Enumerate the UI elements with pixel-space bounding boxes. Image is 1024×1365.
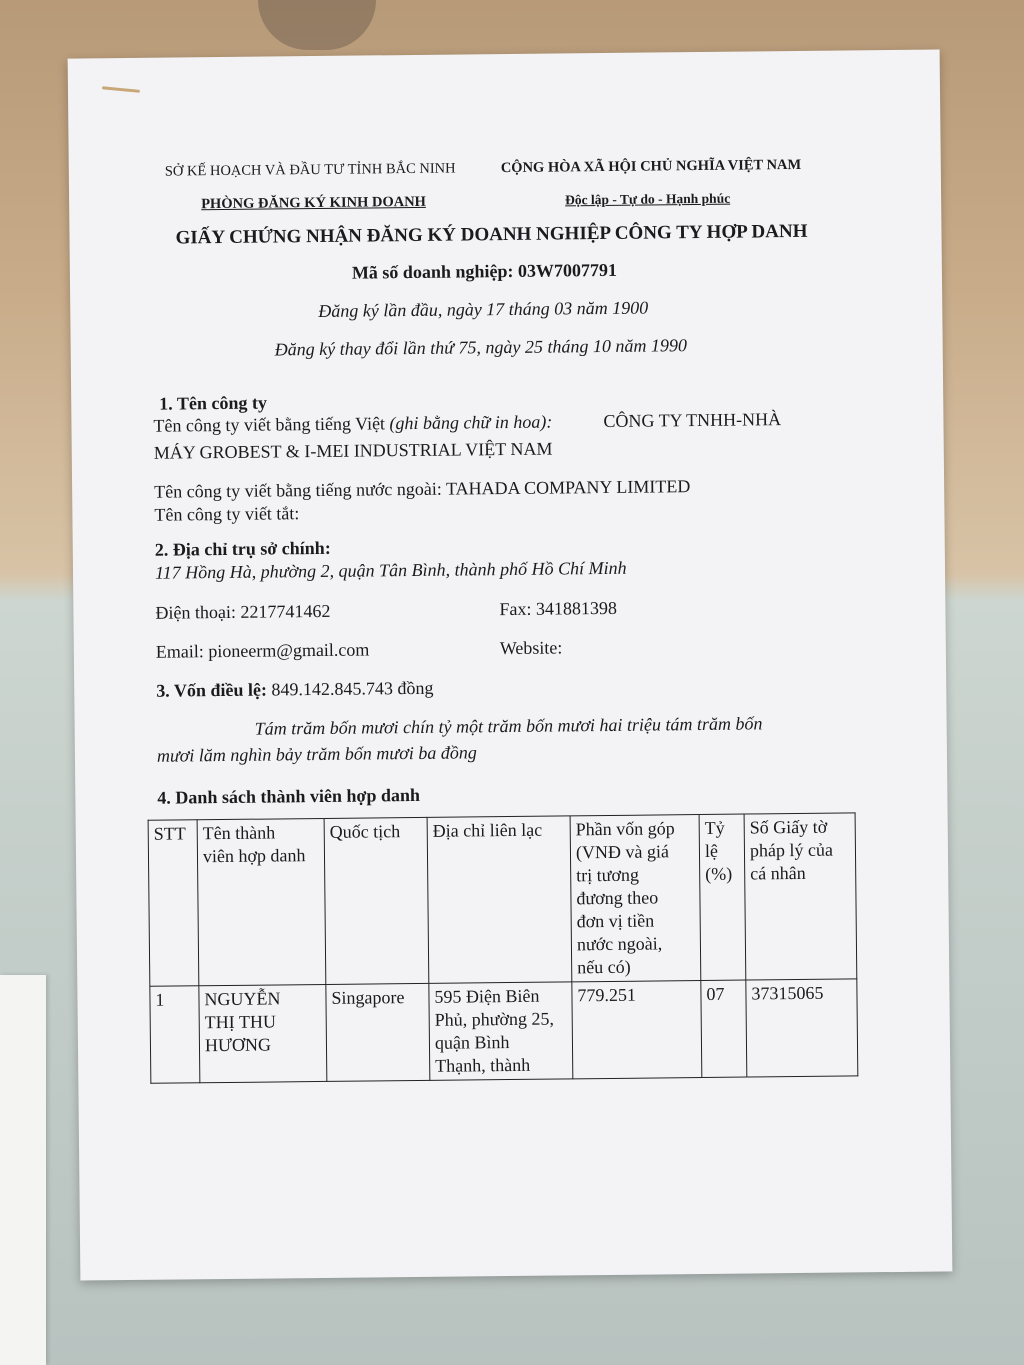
column-header-address	[427, 816, 572, 983]
charter-capital-line	[156, 678, 433, 702]
background-paper-edge	[0, 975, 46, 1365]
header-line: nước ngoài,	[576, 933, 663, 955]
capital-in-words-line2: mươi lăm nghìn bảy trăm bốn mươi ba đồng	[156, 742, 477, 766]
foreign-name-line	[154, 476, 690, 503]
first-registration: Đăng ký lần đầu, ngày 17 tháng 03 năm 1900	[318, 297, 649, 321]
phone-line	[155, 601, 330, 624]
header-line: trị tương	[576, 864, 640, 886]
header-line: cá nhân	[750, 862, 806, 884]
email-label: Email:	[155, 641, 204, 662]
cell-nationality: Singapore	[326, 983, 430, 1081]
email-line	[156, 639, 370, 662]
header-line: đương theo	[576, 887, 659, 909]
cell-stt: 1	[150, 986, 200, 1084]
cell-name	[199, 984, 327, 1082]
charter-capital-value: 849.142.845.743 đồng	[271, 677, 434, 700]
column-header-id	[744, 813, 857, 980]
cell-line: 595 Điện Biên	[434, 985, 540, 1007]
header-line: Địa chỉ liên lạc	[432, 819, 543, 841]
background-glass	[258, 0, 376, 50]
section3-heading: 3. Vốn điều lệ:	[156, 679, 268, 701]
foreign-name-label: Tên công ty viết bằng tiếng nước ngoài:	[154, 478, 442, 502]
fax-value: 341881398	[535, 597, 618, 619]
header-line: Quốc tịch	[329, 821, 401, 842]
header-line: lệ	[704, 840, 719, 861]
cell-line: NGUYỄN	[204, 988, 281, 1010]
vn-name-note: (ghi bằng chữ in hoa):	[389, 411, 553, 434]
members-table	[148, 812, 859, 1083]
header-line: Tên thành	[202, 822, 276, 844]
section2-heading: 2. Địa chỉ trụ sở chính:	[154, 537, 331, 560]
column-header-stt	[148, 820, 199, 987]
document-title: GIẤY CHỨNG NHẬN ĐĂNG KÝ DOANH NGHIỆP CÔNG TY HỢP DANH	[175, 220, 808, 249]
cell-line: Phủ, phường 25,	[434, 1008, 555, 1030]
capital-in-words-line1: Tám trăm bốn mươi chín tỷ một trăm bốn mươi hai triệu tám trăm bốn	[254, 713, 763, 739]
foreign-name-value: TAHADA COMPANY LIMITED	[445, 476, 691, 499]
authority-name: SỞ KẾ HOẠCH VÀ ĐẦU TƯ TỈNH BẮC NINH	[164, 160, 456, 180]
business-code-label: Mã số doanh nghiệp:	[351, 260, 514, 283]
short-name-label: Tên công ty viết tắt:	[154, 503, 300, 525]
vn-name-value-line1: CÔNG TY TNHH-NHÀ	[603, 409, 782, 432]
vn-name-line	[153, 412, 552, 437]
vn-name-value-line2: MÁY GROBEST & I-MEI INDUSTRIAL VIỆT NAM	[153, 438, 553, 463]
cell-ratio: 07	[701, 980, 747, 1077]
table-header-row	[148, 813, 857, 986]
section4-heading: 4. Danh sách thành viên hợp danh	[157, 784, 421, 808]
header-line: (VNĐ và giá	[575, 841, 670, 863]
office-name: PHÒNG ĐĂNG KÝ KINH DOANH	[201, 193, 426, 213]
header-line: Số Giấy tờ	[749, 816, 828, 838]
header-line: STT	[153, 823, 186, 844]
cell-line: HƯƠNG	[204, 1034, 272, 1056]
change-registration: Đăng ký thay đổi lần thứ 75, ngày 25 tháng 10 năm 1990	[274, 335, 688, 360]
cell-id-number: 37315065	[746, 979, 858, 1077]
motto: Độc lập - Tự do - Hạnh phúc	[565, 190, 731, 208]
fax-line	[499, 598, 617, 620]
business-code-value: 03W7007791	[517, 259, 618, 281]
header-line: viên hợp danh	[202, 845, 306, 867]
cell-line: Thạnh, thành	[435, 1054, 531, 1076]
section1-heading: 1. Tên công ty	[159, 392, 268, 414]
column-header-nationality	[324, 817, 429, 984]
email-value: pioneerm@gmail.com	[208, 639, 370, 662]
cell-line: THỊ THU	[204, 1011, 276, 1033]
header-line: (%)	[705, 863, 733, 884]
website-line	[500, 637, 563, 659]
staple-mark	[102, 86, 140, 93]
phone-value: 2217741462	[240, 600, 331, 622]
header-line: nếu có)	[577, 956, 631, 978]
phone-label: Điện thoại:	[155, 601, 237, 623]
table-row	[150, 979, 858, 1083]
head-office-address: 117 Hồng Hà, phường 2, quận Tân Bình, thành phố Hồ Chí Minh	[154, 557, 627, 583]
business-code-line	[352, 260, 617, 284]
column-header-name	[197, 818, 326, 985]
vn-name-label: Tên công ty viết bằng tiếng Việt	[153, 413, 386, 436]
short-name-line	[154, 503, 299, 526]
column-header-ratio	[699, 814, 746, 980]
header-line: đơn vị tiền	[576, 910, 655, 932]
cell-capital: 779.251	[572, 981, 702, 1079]
header-line: Phần vốn góp	[575, 818, 675, 840]
header-line: pháp lý của	[749, 839, 834, 861]
country-name: CỘNG HÒA XÃ HỘI CHỦ NGHĨA VIỆT NAM	[500, 156, 802, 177]
cell-address	[429, 982, 573, 1080]
certificate-document	[68, 49, 953, 1280]
column-header-capital	[570, 815, 701, 982]
website-label: Website:	[499, 637, 563, 659]
cell-line: quận Bình	[434, 1032, 510, 1053]
header-line: Tỷ	[704, 817, 725, 838]
fax-label: Fax:	[499, 598, 532, 620]
